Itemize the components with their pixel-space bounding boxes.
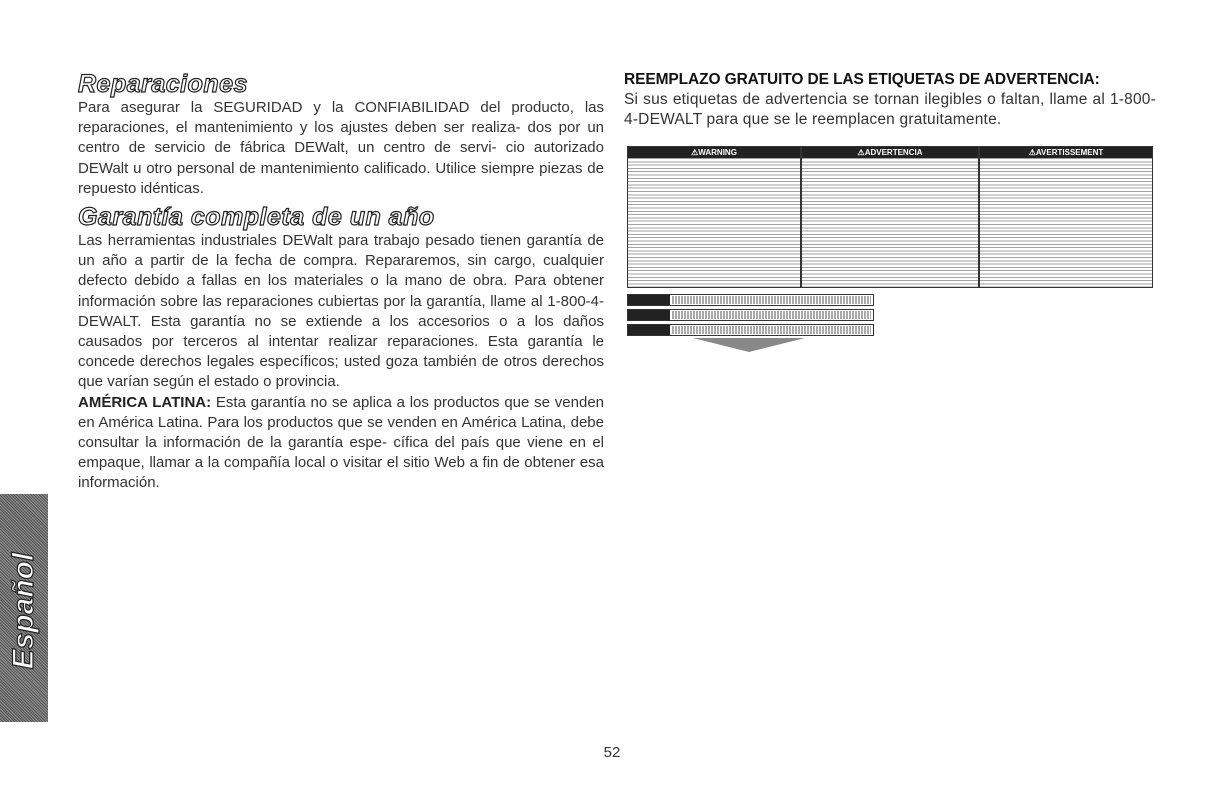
latam-paragraph: [78, 393, 604, 494]
label-replacement-paragraph: [624, 90, 1156, 130]
left-column: [78, 70, 604, 494]
warranty-line: cubiertas por la garantía, llame al 1-800-4-DEWALT. Esta garantía: [78, 292, 605, 330]
repairs-heading: Reparaciones: [78, 70, 248, 98]
strip-tag: [628, 295, 670, 305]
label-header: ⚠ADVERTENCIA: [802, 147, 978, 158]
repairs-line: dos por un centro de servicio de fábrica DEWalt, un centro de servi-: [78, 119, 604, 157]
latam-line: Esta garantía no se aplica a los productos que: [211, 393, 530, 411]
warning-strip: [627, 324, 874, 336]
warranty-line: sin cargo, cualquier defecto debido a fallas en los materiales o la: [78, 252, 604, 290]
warning-label-french: [979, 146, 1153, 288]
repairs-paragraph: [78, 98, 604, 199]
strip-tag: [628, 325, 670, 335]
warning-label-english: [627, 146, 801, 288]
warning-label-spanish: [801, 146, 979, 288]
page-number: 52: [603, 744, 621, 761]
label-header: ⚠AVERTISSEMENT: [980, 147, 1152, 158]
right-column: [624, 70, 1156, 130]
warning-strip: [627, 294, 874, 306]
strip-fine-print: [672, 326, 871, 334]
label-fine-print: [628, 158, 800, 287]
latam-line: cífica del país que viene en el empaque, llamar a la compañía local: [78, 434, 604, 472]
language-side-tab-label: Español: [7, 552, 40, 670]
strip-fine-print: [672, 311, 871, 319]
label-fine-print: [980, 158, 1152, 287]
warranty-paragraph: [78, 231, 604, 393]
label-replacement-line: Si sus etiquetas de advertencia se tornan ilegibles o faltan, llame al: [624, 91, 1105, 108]
latam-line: se venden en América Latina. Para los productos que se venden en: [78, 393, 605, 431]
latam-line: o visitar el sitio Web a fin de obtener esa información.: [78, 454, 604, 492]
warranty-line: garantía de un año a partir de la fecha de compra. Repararemos,: [78, 232, 604, 270]
label-fine-print: [802, 158, 978, 287]
warranty-line: varían según el estado o provincia.: [107, 373, 340, 391]
repairs-line: cio autorizado DEWalt u otro personal de mantenimiento calificado.: [78, 139, 604, 177]
repairs-line: Para asegurar la SEGURIDAD y la CONFIABILIDAD del producto,: [78, 99, 574, 116]
label-replacement-heading: REEMPLAZO GRATUITO DE LAS ETIQUETAS DE ADVERTENCIA:: [624, 71, 1100, 88]
latam-lead: AMÉRICA LATINA:: [78, 393, 212, 411]
warning-strips-illustration: [627, 294, 872, 338]
warning-labels-illustration: [627, 146, 1153, 286]
label-replacement-line: 1-800-4-DEWALT para que se le reemplacen gratuitamente.: [624, 91, 1156, 128]
label-wedge-shape: [693, 338, 805, 352]
warranty-line: mano de obra. Para obtener información sobre las reparaciones: [78, 272, 604, 310]
warning-strip: [627, 309, 874, 321]
warranty-line: Las herramientas industriales DEWalt para trabajo pesado tienen: [78, 232, 522, 250]
strip-tag: [628, 310, 670, 320]
warranty-line: no se extiende a los accesorios o a los daños causados por terceros: [78, 312, 604, 351]
repairs-line: las reparaciones, el mantenimiento y los ajustes deben ser realiza-: [78, 99, 605, 137]
strip-fine-print: [672, 296, 871, 304]
warranty-line: legales específicos; usted goza también de otros derechos que: [78, 353, 604, 391]
label-header: ⚠WARNING: [628, 147, 800, 158]
repairs-line: Utilice siempre piezas de repuesto idénticas.: [78, 159, 604, 197]
latam-line: América Latina, debe consultar la información de la garantía espe-: [78, 413, 604, 452]
warranty-heading: Garantía completa de un año: [78, 203, 435, 232]
warranty-line: al intentar realizar reparaciones. Esta garantía le concede derechos: [78, 333, 604, 371]
